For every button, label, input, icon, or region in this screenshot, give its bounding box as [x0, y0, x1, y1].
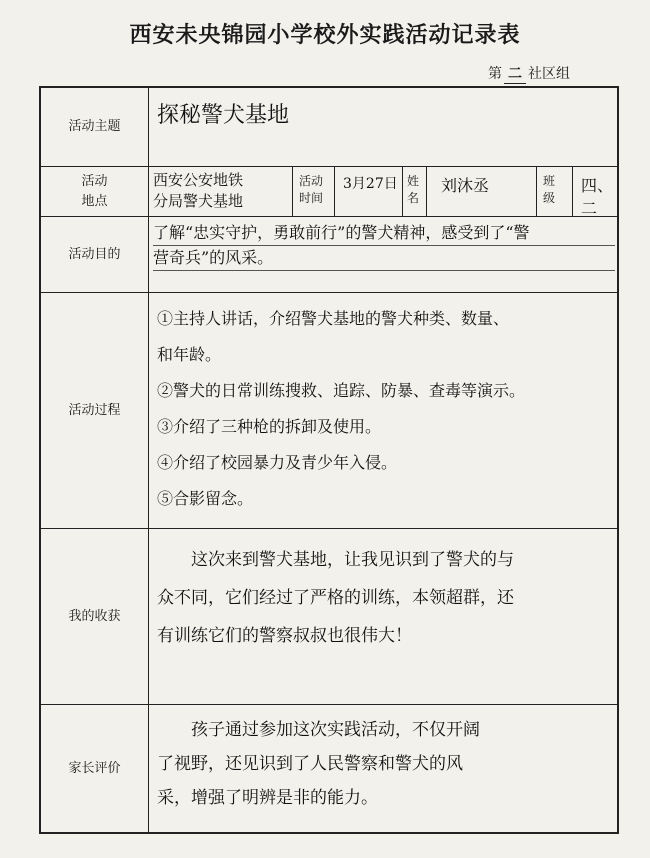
theme-row	[41, 88, 617, 166]
eval-line: 了视野，还见识到了人民警察和警犬的风	[157, 754, 463, 774]
gain-line: 有训练它们的警察叔叔也很伟大！	[157, 626, 412, 646]
process-line: 和年龄。	[157, 345, 222, 364]
record-form	[39, 86, 619, 834]
theme-cell	[149, 88, 617, 166]
location-label-line2: 地点	[81, 193, 108, 209]
time-value: 3月27日	[335, 167, 403, 216]
theme-value: 探秘警犬基地	[157, 103, 290, 128]
process-line: ③介绍了三种枪的拆卸及使用。	[157, 417, 382, 436]
purpose-line: 了解“忠实守护，勇敢前行”的警犬精神，感受到了“警	[153, 221, 615, 246]
class-label-line1: 班	[543, 174, 556, 188]
process-line: ②警犬的日常训练搜救、追踪、防暴、查毒等演示。	[157, 381, 526, 400]
time-label-line2: 时间	[299, 191, 324, 205]
class-label	[537, 167, 573, 216]
eval-row	[41, 704, 617, 832]
process-row	[41, 292, 617, 528]
process-text	[157, 301, 613, 517]
gain-line: 众不同，它们经过了严格的训练，本领超群，还	[157, 588, 514, 608]
process-line: ①主持人讲话，介绍警犬基地的警犬种类、数量、	[157, 309, 510, 328]
eval-label: 家长评价	[41, 705, 149, 832]
eval-line: 孩子通过参加这次实践活动，不仅开阔	[157, 720, 480, 740]
location-value	[149, 167, 293, 216]
name-label	[403, 167, 427, 216]
name-label-line1: 姓	[407, 174, 420, 188]
group-suffix: 社区组	[528, 66, 570, 82]
name-label-line2: 名	[407, 191, 420, 205]
eval-line: 采，增强了明辨是非的能力。	[157, 788, 378, 808]
purpose-row	[41, 216, 617, 292]
group-number: 二	[504, 63, 526, 84]
location-label-line1: 活动	[81, 173, 108, 189]
purpose-line: 营奇兵”的风采。	[153, 246, 615, 271]
class-label-line2: 级	[543, 191, 556, 205]
theme-label: 活动主题	[41, 88, 149, 166]
purpose-text	[153, 221, 615, 271]
gain-row	[41, 528, 617, 704]
process-line: ⑤合影留念。	[157, 489, 254, 508]
gain-label: 我的收获	[41, 529, 149, 704]
location-value-line2: 分局警犬基地	[153, 192, 244, 210]
location-label	[41, 167, 149, 216]
gain-line: 这次来到警犬基地，让我见识到了警犬的与	[157, 550, 514, 570]
location-row	[41, 166, 617, 216]
page-title: 西安未央锦园小学校外实践活动记录表	[129, 23, 521, 48]
time-label-line1: 活动	[299, 174, 324, 188]
eval-text	[157, 713, 613, 815]
gain-text	[157, 541, 613, 655]
class-value: 四、二	[581, 176, 614, 218]
process-line: ④介绍了校园暴力及青少年入侵。	[157, 453, 398, 472]
purpose-label: 活动目的	[41, 217, 149, 292]
location-value-line1: 西安公安地铁	[153, 171, 244, 189]
name-value: 刘沐丞	[427, 167, 537, 216]
time-label	[293, 167, 335, 216]
process-label: 活动过程	[41, 293, 149, 528]
community-group	[488, 63, 570, 84]
group-prefix: 第	[488, 66, 502, 82]
